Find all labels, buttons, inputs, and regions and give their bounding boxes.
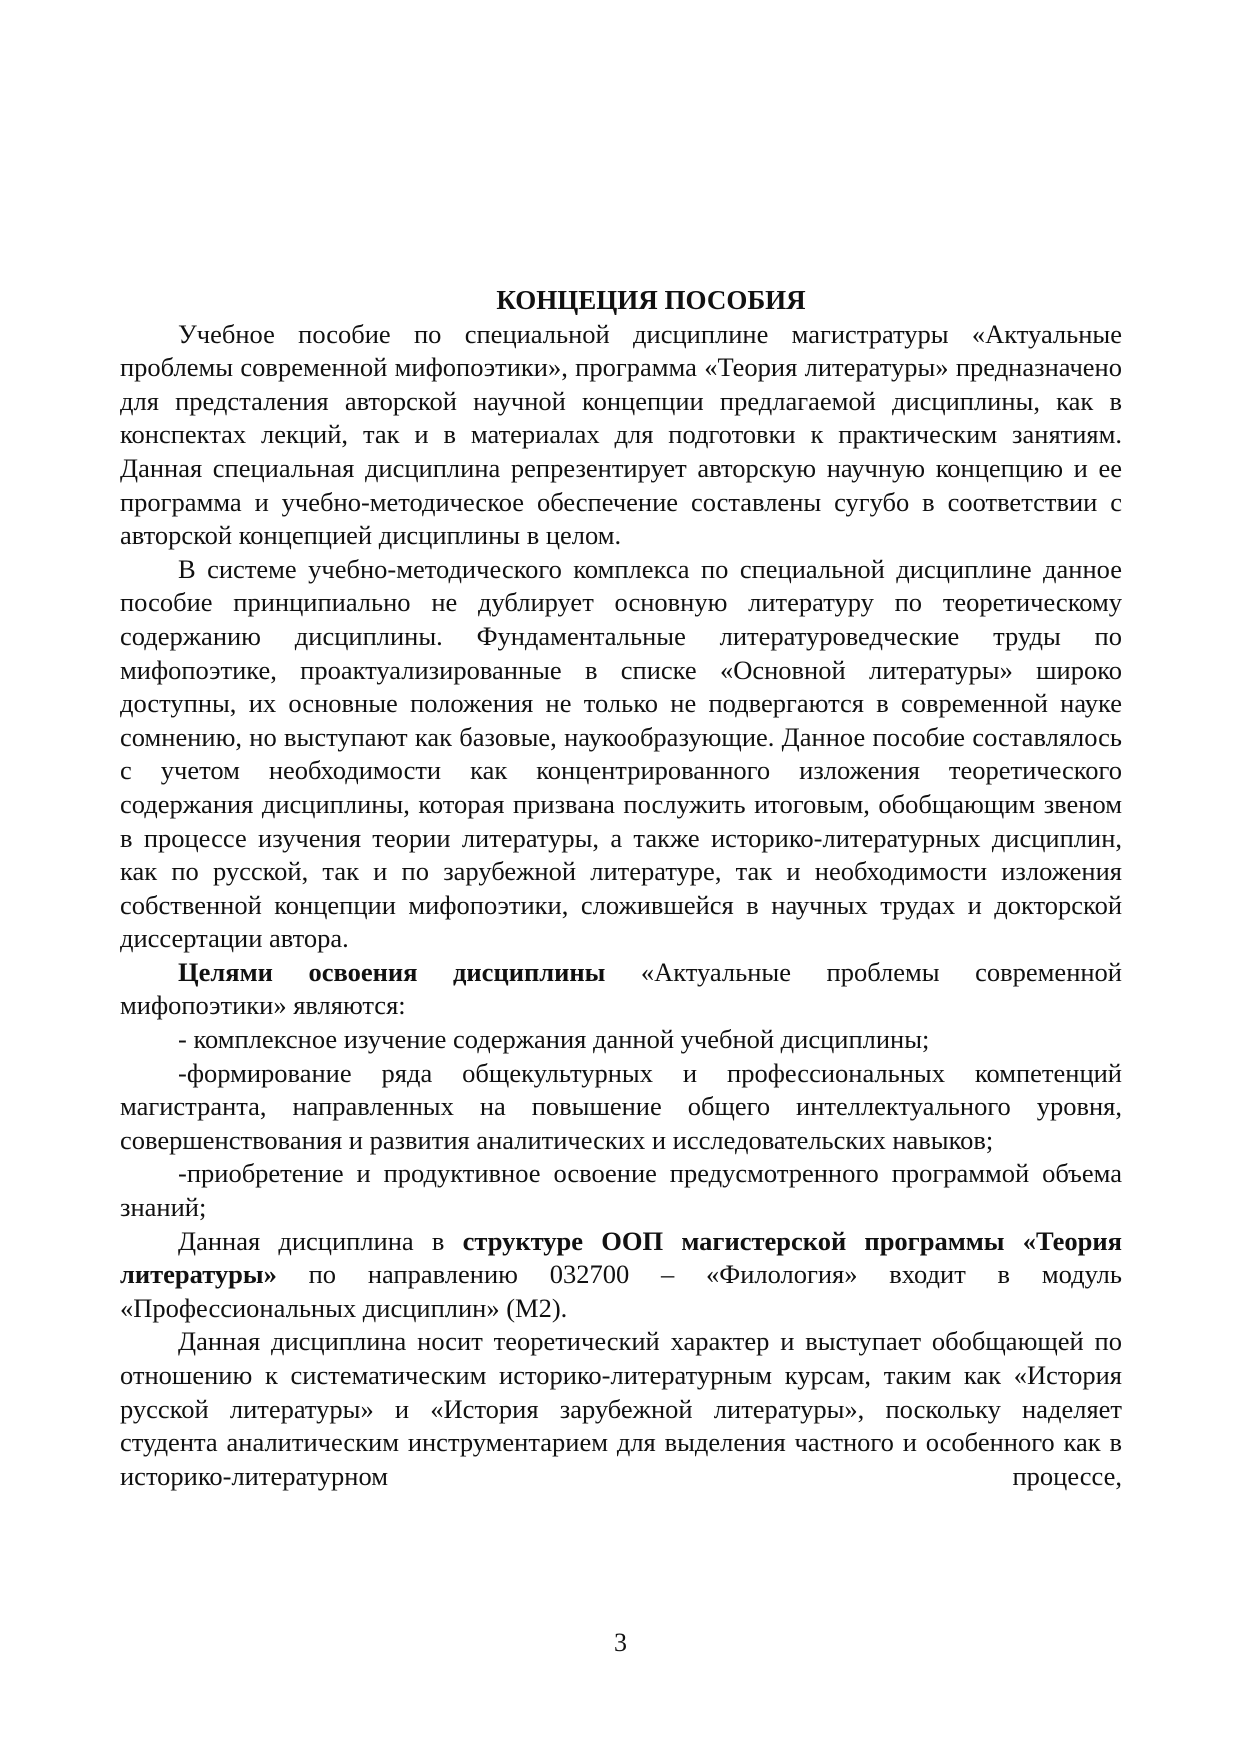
paragraph-umk-system: В системе учебно-методического комплекса по специальной дисциплине данное пособие принципиально не дублирует основную литературу по теоретическому содержанию дисциплины. Фундаментальные литературоведческие труды по мифопоэтике, проактуализированные в списке «Основной литературы» широко доступны, их основные положения не только не подвергаются в современной науке сомнению, но выступают как базовые, наукообразующие. Данное пособие составлялось с учетом необходимости как концентрированного изложения теоретического содержания дисциплины, которая призвана послужить итоговым, обобщающим звеном в процессе изучения теории литературы, а также историко-литературных дисциплин, как по русской, так и по зарубежной литературе, так и необходимости изложения собственной концепции мифопоэтики, сложившейся в научных трудах и докторской диссертации автора. (120, 553, 1122, 954)
oop-intro-text: Данная дисциплина в (178, 1225, 463, 1256)
goals-text: «Актуальные проблемы современной мифопоэтики» являются: (120, 956, 1122, 1021)
oop-direction-text: по направлению 032700 – «Филология» входит в модуль «Профессиональных дисциплин» (М2). (120, 1259, 1122, 1323)
oop-structure-bold: структуре ООП магистерской программы «Теория литературы» (120, 1225, 1122, 1290)
paragraph-theoretical-character: Данная дисциплина носит теоретический характер и выступает обобщающей по отношению к систематическим историко-литературным курсам, таким как «История русской литературы» и «История зарубежной литературы», поскольку наделяет студента аналитическим инструментарием для выделения частного и особенного как в историко-литературном процессе, (120, 1326, 1122, 1491)
list-item-goal-1: - комплексное изучение содержания данной учебной дисциплины; (178, 1024, 930, 1055)
paragraph-intro: Учебное пособие по специальной дисциплине магистратуры «Актуальные проблемы современной мифопоэтики», программа «Теория литературы» предназначено для предсталения авторской научной концепции предлагаемой дисциплины, как в конспектах лекций, так и в материалах для подготовки к практическим занятиям. Данная специальная дисциплина репрезентирует авторскую научную концепцию и ее программа и учебно-методическое обеспечение составлены сугубо в соответствии с авторской концепцией дисциплины в целом. (120, 318, 1122, 551)
paragraph-oop-structure (120, 1225, 1122, 1326)
page-number: 3 (614, 1628, 627, 1657)
list-item-goal-3: -приобретение и продуктивное освоение предусмотренного программой объема знаний; (120, 1158, 1122, 1223)
goals-heading: Целями освоения дисциплины (178, 956, 606, 987)
paragraph-goals (120, 956, 1122, 1023)
page-title: КОНЦЕЦИЯ ПОСОБИЯ (496, 285, 806, 315)
list-item-goal-2: -формирование ряда общекультурных и профессиональных компетенций магистранта, направленных на повышение общего интеллектуального уровня, совершенствования и развития аналитических и исследовательских навыков; (120, 1057, 1122, 1155)
page-content (120, 284, 1122, 1493)
